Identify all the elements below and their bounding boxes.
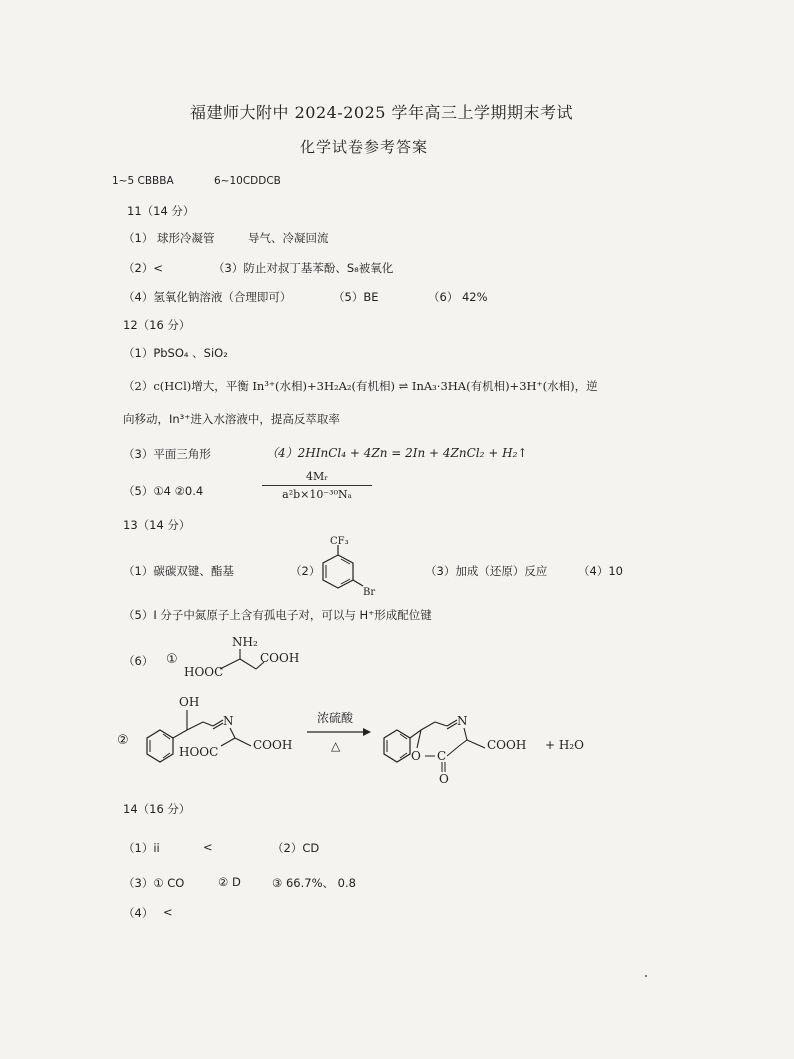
mc-answers-6-10: 6~10CDDCB	[214, 175, 281, 187]
q11-heading: 11（14 分）	[127, 204, 195, 218]
q12-answer-5: （5）①4 ②0.4	[123, 484, 204, 498]
q12-answer-4: （4）2HInCl₄ + 4Zn = 2In + 4ZnCl₂ + H₂↑	[266, 446, 528, 460]
q12-answer-3: （3）平面三角形	[123, 447, 211, 461]
q13-reaction-scheme	[135, 682, 605, 792]
q14-heading: 14（16 分）	[123, 802, 191, 816]
q14-answer-1: （1）ii	[123, 841, 160, 855]
q11-answer-1: （1） 球形冷凝管	[123, 231, 215, 245]
q13-sub-1-marker: ①	[166, 652, 178, 667]
q14-answer-1-compare: <	[203, 840, 213, 854]
n-label: N	[223, 714, 234, 728]
q13-answer-4: （4）10	[578, 564, 623, 578]
q14-answer-3c: ③ 66.7%、 0.8	[272, 876, 356, 890]
q12-answer-2-continued: 向移动，In³⁺进入水溶液中，提高反萃取率	[123, 412, 340, 426]
q13-answer-2: （2）	[290, 564, 321, 578]
cooh-label: COOH	[260, 651, 300, 665]
hooc-label-2: HOOC	[179, 745, 219, 759]
q14-answer-4-compare: <	[163, 905, 173, 919]
reagent-label: 浓硫酸	[317, 711, 354, 725]
cooh-label-2: COOH	[253, 738, 293, 752]
q12-density-fraction	[262, 470, 372, 501]
q11-answer-1b: 导气、冷凝回流	[248, 231, 329, 245]
q11-answer-5: （5）BE	[333, 290, 379, 304]
page-subtitle: 化学试卷参考答案	[300, 138, 429, 156]
q12-answer-1: （1）PbSO₄ 、SiO₂	[123, 346, 228, 360]
q11-answer-6: （6） 42%	[428, 290, 488, 304]
q14-answer-4: （4）	[123, 906, 154, 920]
water-label: + H₂O	[545, 738, 584, 752]
fraction-denominator: a²b×10⁻³⁰Nₐ	[282, 488, 352, 501]
cf3-label: CF₃	[330, 536, 349, 547]
q13-answer-3: （3）加成（还原）反应	[425, 564, 548, 578]
fraction-numerator: 4Mᵣ	[305, 470, 329, 483]
scan-speck	[645, 975, 647, 977]
hooc-label: HOOC	[184, 665, 224, 679]
q12-answer-2: （2）c(HCl)增大，平衡 In³⁺(水相)+3H₂A₂(有机相) ⇌ InA₃·3HA(有机相)+3H⁺(水相)，逆	[123, 379, 598, 393]
o-label-2: O	[439, 772, 449, 786]
q14-answer-3: （3）① CO	[123, 876, 185, 890]
q13-answer-6: （6）	[123, 654, 154, 668]
br-label: Br	[363, 587, 376, 598]
page-title: 福建师大附中 2024-2025 学年高三上学期期末考试	[190, 103, 574, 122]
q13-structure-bromo-cf3-benzene	[308, 535, 398, 605]
o-label: O	[411, 749, 421, 763]
oh-label: OH	[179, 695, 200, 709]
q11-answer-2: （2）<	[123, 261, 163, 275]
mc-answers-1-5: 1~5 CBBBA	[112, 175, 174, 187]
q13-sub-2-marker: ②	[117, 733, 129, 748]
q13-answer-5: （5）I 分子中氮原子上含有孤电子对，可以与 H⁺形成配位键	[123, 608, 432, 622]
q14-answer-2: （2）CD	[272, 841, 320, 855]
cooh-label-3: COOH	[487, 738, 527, 752]
n-label-2: N	[457, 714, 468, 728]
q11-answer-3: （3）防止对叔丁基苯酚、S₈被氧化	[213, 261, 394, 275]
q13-answer-1: （1）碳碳双键、酯基	[123, 564, 234, 578]
c-label: C	[437, 749, 447, 763]
q11-answer-4: （4）氢氧化钠溶液（合理即可）	[123, 290, 292, 304]
q12-heading: 12（16 分）	[123, 318, 191, 332]
q13-heading: 13（14 分）	[123, 518, 191, 532]
nh2-label: NH₂	[232, 635, 258, 649]
heat-label: △	[331, 739, 341, 753]
q13-structure-aspartic-acid	[180, 632, 310, 682]
fraction-bar	[262, 485, 372, 486]
q14-answer-3b: ② D	[218, 875, 241, 889]
